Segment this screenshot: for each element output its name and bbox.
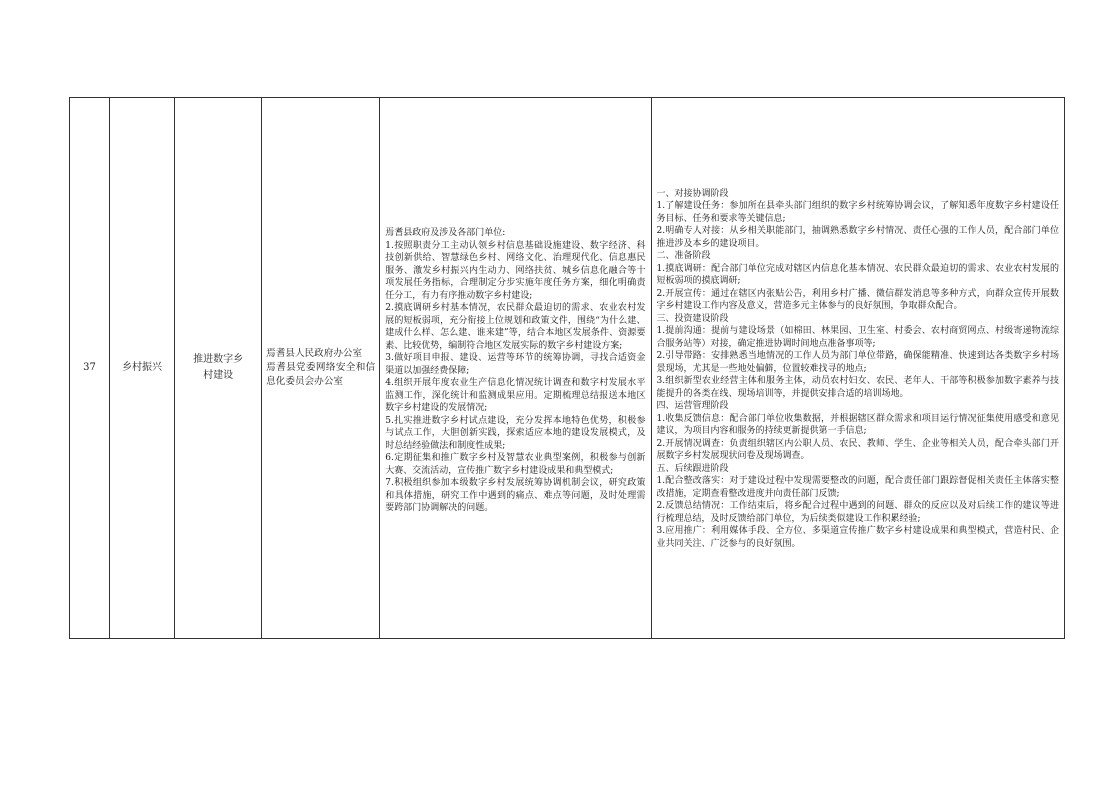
step-item: 2.引导带路：安排熟悉当地情况的工作人员为部门单位带路，确保能精准、快速到达各类数字乡村场景现场，尤其是一些地处偏僻，位置较难找寻的地点; — [656, 351, 1059, 374]
step-item: 3.组织新型农业经营主体和服务主体，动员农村妇女、农民、老年人、干部等积极参加数字素养与技能提升的各类在线、现场培训等，并提供安排合适的培训场地。 — [656, 376, 1059, 399]
step-item: 2.开展情况调查：负责组织辖区内公职人员、农民、教师、学生、企业等相关人员，配合牵头部门开展数字乡村发展现状问卷及现场调查。 — [656, 438, 1059, 462]
steps-cell — [651, 98, 1064, 639]
lead-unit-2: 焉耆县党委网络安全和信息化委员会办公室 — [266, 362, 376, 387]
responsibility-item: 1.按照职责分工主动认领乡村信息基础设施建设、数字经济、科技创新供给、智慧绿色乡村、网络文化、治理现代化、信息惠民服务、激发乡村振兴内生动力、网络扶贫、城乡信息化融合等十项发展任务指标，合理制定分步实施年度任务方案，细化明确责任分工，有力有序推动数字乡村建设; — [385, 240, 646, 301]
stage-heading: 二、准备阶段 — [656, 251, 711, 262]
stage-heading: 五、后续跟进阶段 — [656, 463, 729, 474]
responsibilities-list — [385, 221, 645, 515]
stage-heading: 三、投资建设阶段 — [656, 313, 729, 324]
responsibility-item: 6.定期征集和推广数字乡村及智慧农业典型案例，积极参与创新大赛、交流活动，宣传推广数字乡村建设成果和典型模式; — [385, 453, 646, 476]
step-item: 1.了解建设任务：参加所在县牵头部门组织的数字乡村统筹协调会议，了解知悉年度数字乡村建设任务目标、任务和要求等关键信息; — [656, 201, 1059, 224]
responsibilities-cell — [380, 98, 651, 639]
step-item: 2.开展宣传：通过在辖区内张贴公告，利用乡村广播、微信群发消息等多种方式，向群众宣传开展数字乡村建设工作内容及意义，营造多元主体参与的良好氛围，争取群众配合。 — [656, 288, 1059, 312]
lead-unit-1: 焉耆县人民政府办公室 — [266, 348, 363, 359]
category-text: 乡村振兴 — [122, 362, 163, 373]
category-cell — [110, 98, 175, 639]
step-item: 2.反馈总结情况：工作结束后，将乡配合过程中遇到的问题、群众的反应以及对后续工作的建议等进行梳理总结，及时反馈给部门单位，为后续类似建设工作积累经验; — [656, 501, 1059, 524]
task-table — [69, 97, 1065, 639]
step-item: 1.收集反馈信息：配合部门单位收集数据，并根据辖区群众需求和项目运行情况征集使用感受和意见建议，为项目内容和服务的持续更新提供第一手信息; — [656, 413, 1059, 437]
task-cell — [175, 98, 262, 639]
steps-list — [657, 186, 1059, 551]
responsibility-heading: 焉耆县政府及涉及各部门单位: — [385, 228, 506, 239]
step-item: 1.摸底调研：配合部门单位完成对辖区内信息化基本情况、农民群众最迫切的需求、农业农村发展的短板弱项的摸底调研; — [656, 263, 1059, 287]
table-row — [70, 98, 1065, 639]
responsibility-item: 7.积极组织参加本级数字乡村发展统筹协调机制会议，研究政策和具体措施，研究工作中遇到的痛点、难点等问题，及时处理需要跨部门协调解决的问题。 — [385, 478, 646, 514]
responsibility-item: 3.做好项目申报、建设、运营等环节的统筹协调，寻找合适资金渠道以加强经费保障; — [385, 353, 646, 376]
step-item: 3.应用推广：利用媒体手段、全方位、多渠道宣传推广数字乡村建设成果和典型模式，营造村民、企业共同关注、广泛参与的良好氛围。 — [656, 526, 1059, 549]
row-number-cell — [70, 98, 110, 639]
responsibility-item: 2.摸底调研乡村基本情况，农民群众最迫切的需求、农业农村发展的短板弱项，充分衔接上位规划和政策文件，围绕“为什么建、建成什么样、怎么建、谁来建”等，结合本地区发展条件、资源要素、比较优势，编制符合地区发展实际的数字乡村建设方案; — [385, 303, 646, 351]
step-item: 1.配合整改落实：对于建设过程中发现需要整改的问题，配合责任部门跟踪督促相关责任主体落实整改措施，定期查看整改进度并向责任部门反馈; — [656, 476, 1059, 499]
row-number: 37 — [83, 362, 96, 373]
step-item: 2.明确专人对接：从乡相关职能部门，抽调熟悉数字乡村情况、责任心强的工作人员，配合部门单位推进涉及本乡的建设项目。 — [656, 226, 1059, 249]
responsibility-item: 5.扎实推进数字乡村试点建设，充分发挥本地特色优势，积极参与试点工作，大胆创新实践，探索适应本地的建设发展模式，及时总结经验做法和制度性成果; — [385, 415, 646, 451]
task-text: 推进数字乡村建设 — [193, 354, 244, 381]
step-item: 1.提前沟通：提前与建设场景（如棉田、林果园、卫生室、村委会、农村商贸网点、村级寄递物流综合服务站等）对接，确定推进协调时间地点准备事项等; — [656, 326, 1059, 349]
stage-heading: 一、对接协调阶段 — [656, 188, 729, 199]
lead-unit-cell — [262, 98, 380, 639]
stage-heading: 四、运营管理阶段 — [656, 401, 729, 412]
responsibility-item: 4.组织开展年度农业生产信息化情况统计调查和数字村发展水平监测工作，深化统计和监测成果应用。定期梳理总结报送本地区数字乡村建设的发展情况; — [385, 378, 646, 414]
